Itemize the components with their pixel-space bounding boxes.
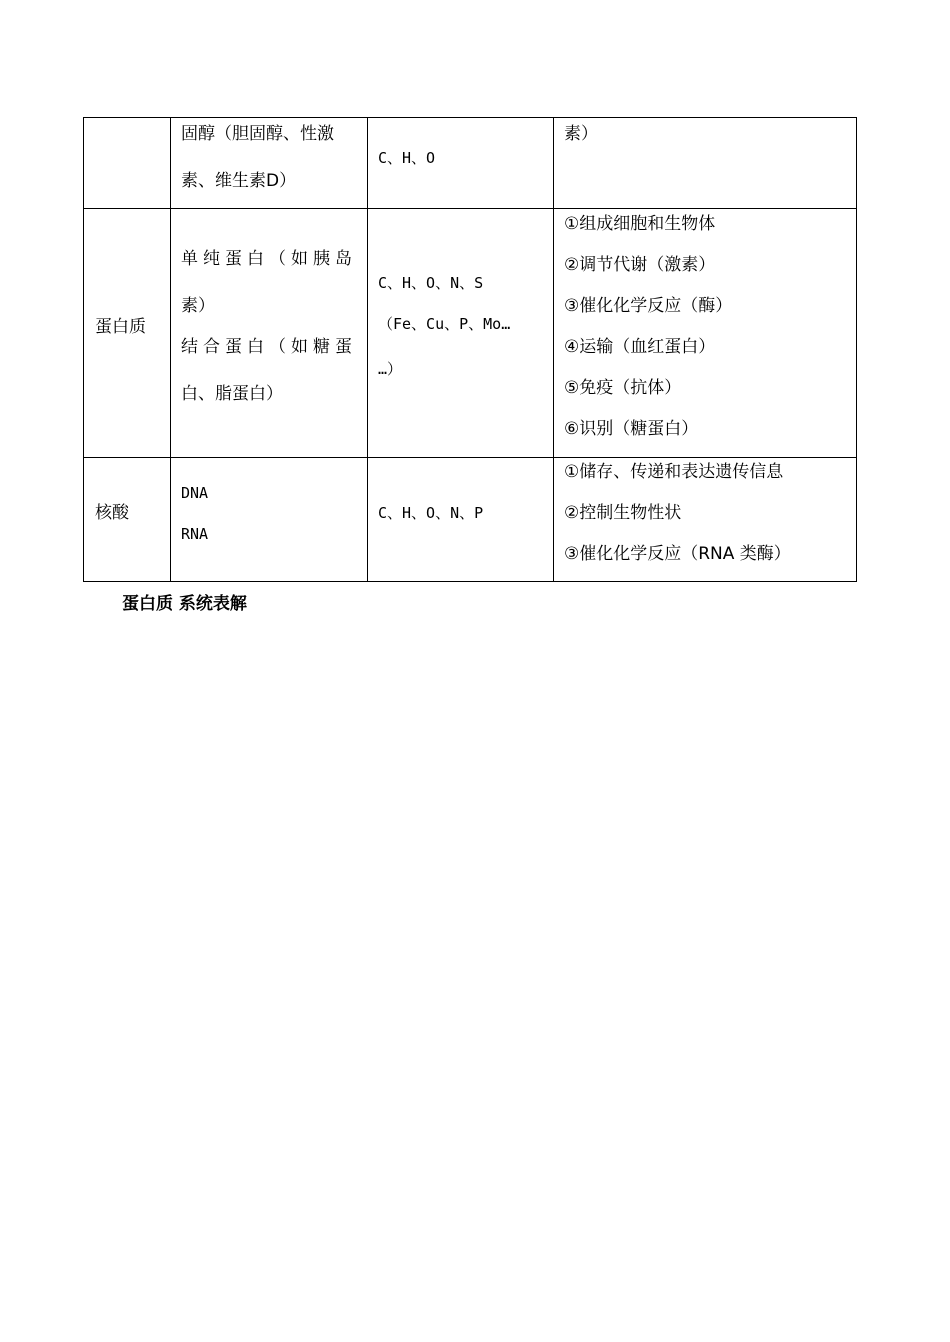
functions-cell — [554, 209, 857, 458]
functions-line: ①组成细胞和生物体 — [564, 214, 716, 234]
functions-line: ④运输（血红蛋白） — [564, 337, 716, 357]
elements-line: C、H、O — [378, 149, 436, 167]
types-cell — [171, 118, 368, 209]
category-label: 核酸 — [95, 503, 129, 523]
functions-line: ⑤免疫（抗体） — [564, 378, 682, 398]
elements-cell — [368, 118, 554, 209]
section-heading: 蛋白质 系统表解 — [122, 594, 247, 614]
category-cell — [84, 209, 171, 458]
category-cell — [84, 458, 171, 582]
types-line: DNA — [181, 484, 209, 502]
types-line: 单纯蛋白（如胰岛 — [181, 249, 357, 269]
types-cell — [171, 209, 368, 458]
functions-line: ②调节代谢（激素） — [564, 255, 716, 275]
table-row — [84, 118, 857, 209]
types-line: 素、维生素D） — [181, 171, 297, 191]
types-line: RNA — [181, 525, 209, 543]
functions-line: ③催化化学反应（RNA 类酶） — [564, 544, 791, 564]
properties-table — [83, 117, 857, 582]
elements-cell — [368, 209, 554, 458]
functions-cell — [554, 118, 857, 209]
functions-line: ①储存、传递和表达遗传信息 — [564, 462, 784, 482]
types-line: 固醇（胆固醇、性激 — [181, 124, 334, 144]
elements-line: …） — [378, 360, 403, 378]
functions-cell — [554, 458, 857, 582]
functions-line: 素） — [564, 124, 598, 144]
category-label: 蛋白质 — [95, 317, 146, 337]
elements-cell — [368, 458, 554, 582]
types-line: 白、脂蛋白） — [181, 384, 283, 404]
types-line: 结合蛋白（如糖蛋 — [181, 337, 357, 357]
table-row — [84, 458, 857, 582]
elements-line: （Fe、Cu、P、Mo… — [378, 315, 511, 333]
elements-line: C、H、O、N、S — [378, 274, 484, 292]
types-line: 素） — [181, 296, 215, 316]
elements-line: C、H、O、N、P — [378, 504, 484, 522]
functions-line: ⑥识别（糖蛋白） — [564, 419, 699, 439]
table-row — [84, 209, 857, 458]
category-cell — [84, 118, 171, 209]
functions-line: ③催化化学反应（酶） — [564, 296, 733, 316]
types-cell — [171, 458, 368, 582]
functions-line: ②控制生物性状 — [564, 503, 682, 523]
